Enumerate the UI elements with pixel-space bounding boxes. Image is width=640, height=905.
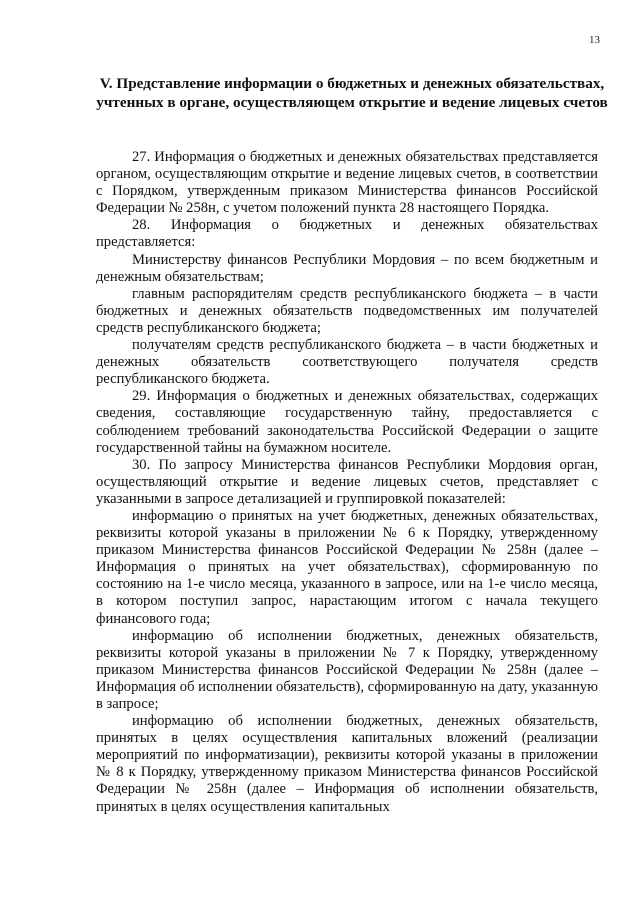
paragraph-29: 29. Информация о бюджетных и денежных обязательствах, содержащих сведения, составляющие государственную тайну, предоставляется с соблюдением требований законодательства Российской Федерации о защите государственной тайны на бумажном носителе. — [96, 388, 598, 456]
section-title: V. Представление информации о бюджетных и денежных обязательствах, учтенных в органе, осуществляющем открытие и ведение лицевых счетов — [96, 75, 608, 111]
paragraph-28: 28. Информация о бюджетных и денежных обязательствах представляется: — [96, 217, 598, 251]
paragraph-30-capital-investments: информацию об исполнении бюджетных, денежных обязательств, принятых в целях осуществления капитальных вложений (реализации мероприятий по информатизации), реквизиты которой указаны в приложении № 8 к Порядку, утвержденному приказом Министерства финансов Российской Федерации № 258н (далее – Информация об исполнении обязательств, принятых в целях осуществления капитальных — [96, 713, 598, 815]
page-number: 13 — [589, 34, 600, 46]
paragraph-28-recipients: получателям средств республиканского бюджета – в части бюджетных и денежных обязательств соответствующего получателя средств республиканского бюджета. — [96, 337, 598, 388]
body-text — [96, 149, 598, 816]
paragraph-28-main-managers: главным распорядителям средств республиканского бюджета – в части бюджетных и денежных обязательств подведомственных им получателей средств республиканского бюджета; — [96, 285, 598, 336]
paragraph-30: 30. По запросу Министерства финансов Республики Мордовия орган, осуществляющий открытие и ведение лицевых счетов, представляет с указанными в запросе детализацией и группировкой показателей: — [96, 456, 598, 507]
paragraph-30-accepted-obligations: информацию о принятых на учет бюджетных, денежных обязательствах, реквизиты которой указаны в приложении № 6 к Порядку, утвержденному приказом Министерства финансов Российской Федерации № 258н (далее – Информация о принятых на учет обязательствах), сформированную по состоянию на 1-е число месяца, указанного в запросе, или на 1-е число месяца, в котором поступил запрос, нарастающим итогом с начала текущего финансового года; — [96, 507, 598, 627]
paragraph-27: 27. Информация о бюджетных и денежных обязательствах представляется органом, осуществляющим открытие и ведение лицевых счетов, в соответствии с Порядком, утвержденным приказом Министерства финансов Российской Федерации № 258н, с учетом положений пункта 28 настоящего Порядка. — [96, 149, 598, 217]
paragraph-30-execution: информацию об исполнении бюджетных, денежных обязательств, реквизиты которой указаны в приложении № 7 к Порядку, утвержденному приказом Министерства финансов Российской Федерации № 258н (далее – Информация об исполнении обязательств), сформированную на дату, указанную в запросе; — [96, 627, 598, 712]
paragraph-28-minfin: Министерству финансов Республики Мордовия – по всем бюджетным и денежным обязательствам; — [96, 251, 598, 285]
